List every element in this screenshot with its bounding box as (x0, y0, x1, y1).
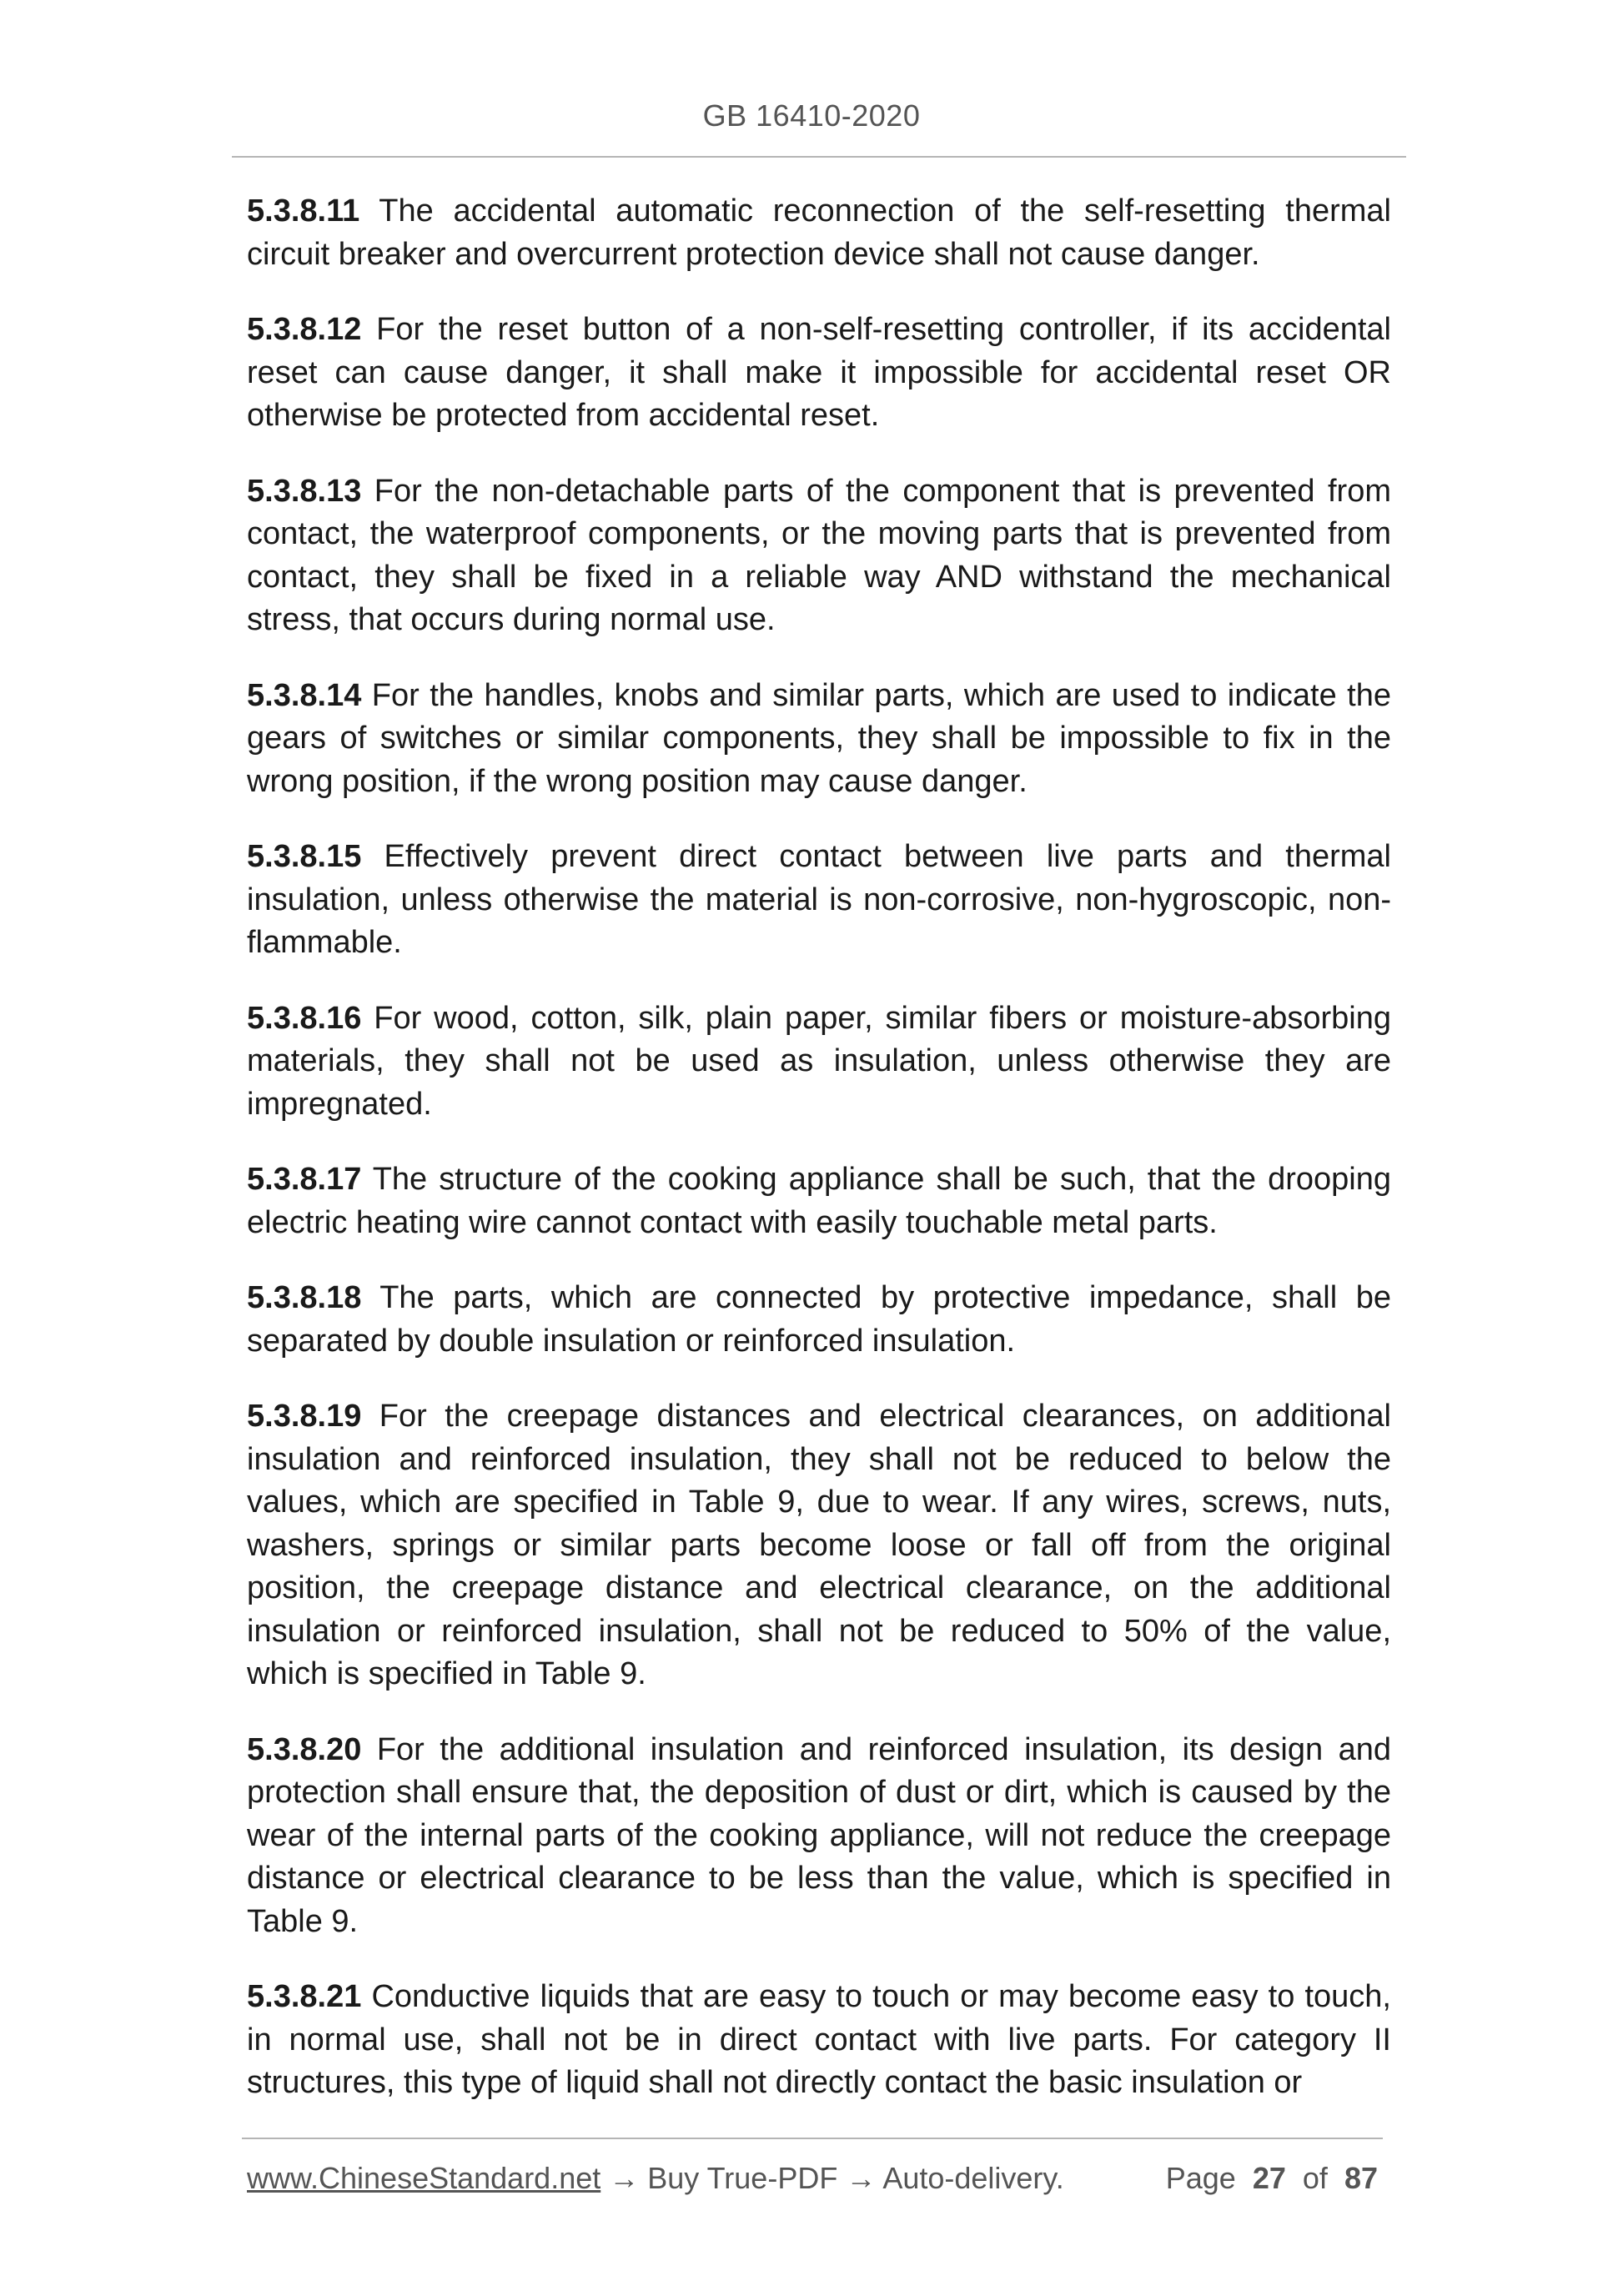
clause-5-3-8-17 (247, 1158, 1391, 1244)
clause-text: For the handles, knobs and similar parts, which are used to indicate the gears of switches or similar components, they shall be impossible to fix in the wrong position, if the wrong position may cause danger. (247, 677, 1391, 799)
clause-number: 5.3.8.11 (247, 193, 360, 229)
clause-text: The structure of the cooking appliance shall be such, that the drooping electric heating wire cannot contact with easily touchable metal parts. (247, 1162, 1391, 1240)
footer-divider (242, 2138, 1383, 2139)
clause-number: 5.3.8.21 (247, 1979, 362, 2014)
page-of-label: of (1302, 2161, 1328, 2195)
clause-number: 5.3.8.19 (247, 1399, 362, 1434)
clause-text: For the reset button of a non-self-resetting controller, if its accidental reset can cause danger, it shall make it impossible for accidental reset OR otherwise be protected from accidental reset. (247, 312, 1391, 433)
page-total: 87 (1344, 2161, 1378, 2195)
clause-5-3-8-15 (247, 836, 1391, 965)
clause-5-3-8-21 (247, 1976, 1391, 2105)
clause-number: 5.3.8.13 (247, 473, 362, 509)
clause-number: 5.3.8.16 (247, 1000, 362, 1036)
clause-text: The parts, which are connected by protective impedance, shall be separated by double insulation or reinforced insulation. (247, 1280, 1391, 1359)
page-label: Page (1165, 2161, 1236, 2195)
clause-number: 5.3.8.17 (247, 1162, 362, 1197)
clause-number: 5.3.8.15 (247, 839, 362, 874)
clause-text: For the non-detachable parts of the component that is prevented from contact, the waterproof components, or the moving parts that is prevented from contact, they shall be fixed in a reliable way AND withstand the mechanical stress, that occurs during normal use. (247, 473, 1391, 637)
clause-number: 5.3.8.14 (247, 677, 362, 713)
clause-5-3-8-11 (247, 190, 1391, 276)
page-current: 27 (1252, 2161, 1286, 2195)
clause-number: 5.3.8.12 (247, 312, 362, 347)
clause-5-3-8-16 (247, 997, 1391, 1127)
page-header (0, 98, 1623, 133)
clause-5-3-8-12 (247, 309, 1391, 438)
document-body (247, 190, 1391, 2138)
clause-5-3-8-14 (247, 675, 1391, 804)
document-code: GB 16410-2020 (702, 98, 921, 133)
clause-5-3-8-20 (247, 1729, 1391, 1944)
clause-text: For the additional insulation and reinforced insulation, its design and protection shall ensure that, the deposition of dust or dirt, which is caused by the wear of the internal parts of the cooking appliance, will not reduce the creepage distance or electrical clearance to be less than the value, which is specified in Table 9. (247, 1731, 1391, 1939)
footer-promo (247, 2161, 1064, 2196)
clause-number: 5.3.8.20 (247, 1731, 362, 1767)
header-divider (232, 156, 1406, 158)
clause-text: Effectively prevent direct contact between live parts and thermal insulation, unless otherwise the material is non-corrosive, non-hygroscopic, non-flammable. (247, 839, 1391, 960)
page-number (1166, 2161, 1378, 2196)
clause-text: For wood, cotton, silk, plain paper, similar fibers or moisture-absorbing materials, they shall not be used as insulation, unless otherwise they are impregnated. (247, 1000, 1391, 1122)
clause-5-3-8-18 (247, 1277, 1391, 1363)
clause-number: 5.3.8.18 (247, 1280, 362, 1315)
clause-5-3-8-13 (247, 470, 1391, 642)
clause-text: The accidental automatic reconnection of the self-resetting thermal circuit breaker and overcurrent protection device shall not cause danger. (247, 193, 1391, 272)
footer-promo-text: → Buy True-PDF → Auto-delivery. (600, 2161, 1064, 2195)
clause-text: For the creepage distances and electrical clearances, on additional insulation and reinforced insulation, they shall not be reduced to below the values, which are specified in Table 9, due to wear. If any wires, screws, nuts, washers, springs or similar parts become loose or fall off from the original position, the creepage distance and electrical clearance, on the additional insulation or reinforced insulation, shall not be reduced to 50% of the value, which is specified in Table 9. (247, 1399, 1391, 1691)
clause-5-3-8-19 (247, 1395, 1391, 1696)
site-link[interactable]: www.ChineseStandard.net (247, 2161, 601, 2195)
clause-text: Conductive liquids that are easy to touch or may become easy to touch, in normal use, shall not be in direct contact with live parts. For category II structures, this type of liquid shall not directly contact the basic insulation or (247, 1979, 1391, 2100)
